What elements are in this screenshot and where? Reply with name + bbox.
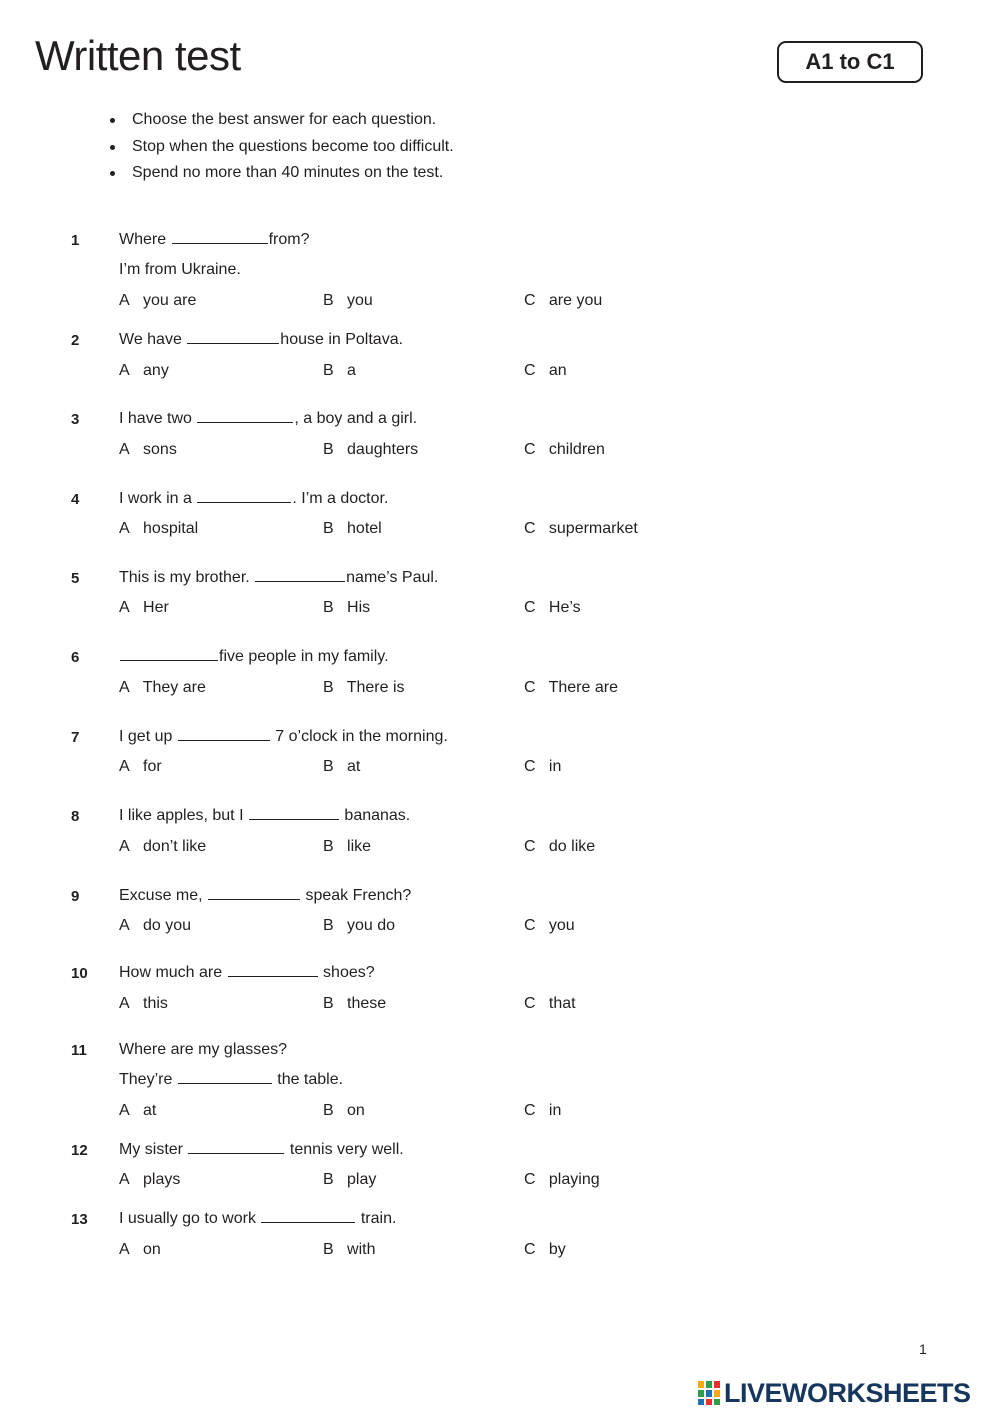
option-text: daughters <box>347 441 419 458</box>
answer-blank[interactable] <box>249 807 339 820</box>
question-text-part: train. <box>356 1210 397 1227</box>
option-text: play <box>347 1171 377 1188</box>
question-text-part: I usually go to work <box>119 1210 261 1227</box>
answer-blank[interactable] <box>187 331 279 344</box>
question-text-part: five people in my family. <box>219 648 389 665</box>
question-text-part: the table. <box>272 1071 344 1088</box>
option-text: He’s <box>548 599 581 616</box>
option-letter: B <box>323 995 334 1012</box>
question-text-part: Where are my glasses? <box>119 1041 288 1058</box>
question-text-part: Excuse me, <box>119 887 208 904</box>
option-letter: A <box>119 441 130 458</box>
answer-option-b[interactable] <box>323 838 371 856</box>
answer-blank[interactable] <box>197 490 291 503</box>
answer-option-b[interactable] <box>323 599 370 617</box>
question-text-part: from? <box>268 231 310 248</box>
question-text <box>119 231 309 249</box>
page-number: 1 <box>919 1341 927 1357</box>
question-number: 6 <box>71 649 80 666</box>
option-letter: A <box>119 520 130 537</box>
option-letter: A <box>119 292 130 309</box>
option-letter: A <box>119 362 130 379</box>
option-letter: A <box>119 679 130 696</box>
instruction-item: Spend no more than 40 minutes on the test. <box>110 160 454 187</box>
option-text: His <box>347 599 371 616</box>
option-text: you are <box>143 292 197 309</box>
question-text <box>119 1071 343 1089</box>
option-text: an <box>548 362 567 379</box>
answer-option-c[interactable] <box>524 917 575 935</box>
answer-option-c[interactable] <box>524 362 567 380</box>
option-text: you do <box>347 917 396 934</box>
option-letter: C <box>524 1241 536 1258</box>
question-text-part: I have two <box>119 410 197 427</box>
answer-option-c[interactable] <box>524 995 576 1013</box>
question-text-part: , a boy and a girl. <box>294 410 418 427</box>
question-number: 13 <box>71 1211 88 1228</box>
question-text-part: Where <box>119 231 171 248</box>
option-text: for <box>143 758 162 775</box>
option-letter: B <box>323 838 334 855</box>
answer-blank[interactable] <box>120 648 218 661</box>
question-number: 11 <box>71 1042 87 1059</box>
option-letter: C <box>524 362 536 379</box>
option-text: this <box>143 995 168 1012</box>
answer-option-a[interactable] <box>119 292 196 310</box>
instruction-item: Choose the best answer for each question. <box>110 107 454 134</box>
answer-option-c[interactable] <box>524 520 638 538</box>
answer-blank[interactable] <box>197 410 293 423</box>
option-text: sons <box>143 441 177 458</box>
question-text-part: . I’m a doctor. <box>292 490 389 507</box>
answer-option-c[interactable] <box>524 838 595 856</box>
option-letter: B <box>323 1171 334 1188</box>
question-text-part: How much are <box>119 964 227 981</box>
question-number: 9 <box>71 888 80 905</box>
option-text: supermarket <box>548 520 638 537</box>
option-text: by <box>548 1241 566 1258</box>
option-text: you <box>548 917 575 934</box>
option-text: at <box>143 1102 157 1119</box>
question-text <box>119 331 403 349</box>
option-text: Her <box>143 599 169 616</box>
option-letter: B <box>323 917 334 934</box>
option-text: any <box>143 362 169 379</box>
question-number: 5 <box>71 570 80 587</box>
option-text: There is <box>346 679 405 696</box>
question-text-part: My sister <box>119 1141 188 1158</box>
option-text: They are <box>142 679 206 696</box>
question-text <box>119 569 438 587</box>
answer-option-b[interactable] <box>323 995 386 1013</box>
liveworksheets-logo-icon <box>698 1381 720 1405</box>
question-number: 3 <box>71 411 80 428</box>
option-letter: C <box>524 520 536 537</box>
option-text: a <box>347 362 356 379</box>
option-letter: A <box>119 1241 130 1258</box>
answer-option-b[interactable] <box>323 362 356 380</box>
option-text: hospital <box>143 520 199 537</box>
option-letter: B <box>323 292 334 309</box>
question-text-part: I like apples, but I <box>119 807 248 824</box>
option-letter: C <box>524 599 536 616</box>
answer-blank[interactable] <box>208 887 300 900</box>
option-letter: A <box>119 838 130 855</box>
question-text-part: speak French? <box>301 887 412 904</box>
answer-option-b[interactable] <box>323 679 405 697</box>
question-text <box>119 1041 287 1059</box>
option-letter: B <box>323 599 334 616</box>
question-text-part: tennis very well. <box>285 1141 404 1158</box>
option-letter: B <box>323 520 334 537</box>
option-letter: A <box>119 917 130 934</box>
question-text <box>119 887 411 905</box>
answer-option-a[interactable] <box>119 995 168 1013</box>
answer-option-a[interactable] <box>119 758 162 776</box>
option-text: playing <box>548 1171 600 1188</box>
answer-blank[interactable] <box>228 964 318 977</box>
answer-blank[interactable] <box>178 1071 272 1084</box>
answer-option-c[interactable] <box>524 292 602 310</box>
option-letter: A <box>119 1102 130 1119</box>
question-number: 2 <box>71 332 80 349</box>
question-text-part: I get up <box>119 728 177 745</box>
answer-option-c[interactable] <box>524 1171 600 1189</box>
answer-blank[interactable] <box>172 231 268 244</box>
answer-option-a[interactable] <box>119 520 198 538</box>
answer-option-a[interactable] <box>119 679 206 697</box>
option-letter: B <box>323 362 334 379</box>
option-letter: B <box>323 1102 334 1119</box>
answer-blank[interactable] <box>188 1141 284 1154</box>
question-text <box>119 410 417 428</box>
option-text: with <box>347 1241 376 1258</box>
answer-option-c[interactable] <box>524 441 605 459</box>
question-number: 10 <box>71 965 88 982</box>
option-letter: C <box>524 758 536 775</box>
question-text <box>119 261 241 279</box>
answer-option-b[interactable] <box>323 917 395 935</box>
question-text-part: We have <box>119 331 187 348</box>
answer-blank[interactable] <box>178 728 270 741</box>
option-letter: B <box>323 1241 334 1258</box>
option-text: like <box>347 838 372 855</box>
answer-option-a[interactable] <box>119 917 191 935</box>
option-letter: C <box>524 917 536 934</box>
liveworksheets-logo <box>698 1378 971 1408</box>
answer-blank[interactable] <box>261 1210 355 1223</box>
answer-option-c[interactable] <box>524 758 561 776</box>
option-letter: A <box>119 758 130 775</box>
option-text: you <box>347 292 373 309</box>
option-text: hotel <box>347 520 382 537</box>
option-text: There are <box>548 679 618 696</box>
option-letter: C <box>524 995 536 1012</box>
instruction-item: Stop when the questions become too difficult. <box>110 134 454 161</box>
option-letter: C <box>524 292 536 309</box>
answer-option-c[interactable] <box>524 599 581 617</box>
option-text: in <box>548 758 562 775</box>
option-letter: C <box>524 1171 536 1188</box>
question-text <box>119 807 410 825</box>
question-number: 8 <box>71 808 80 825</box>
answer-blank[interactable] <box>255 569 345 582</box>
question-text-part: shoes? <box>318 964 375 981</box>
answer-option-b[interactable] <box>323 441 418 459</box>
option-text: at <box>347 758 361 775</box>
question-number: 1 <box>71 232 80 249</box>
answer-option-a[interactable] <box>119 441 177 459</box>
option-letter: C <box>524 679 536 696</box>
page-title: Written test <box>35 32 241 79</box>
question-text-part: They’re <box>119 1071 177 1088</box>
liveworksheets-logo-text: LIVEWORKSHEETS <box>724 1377 971 1408</box>
question-text-part: This is my brother. <box>119 569 255 586</box>
level-badge: A1 to C1 <box>777 41 923 83</box>
instructions-list <box>110 107 454 187</box>
option-text: children <box>548 441 605 458</box>
question-number: 7 <box>71 729 80 746</box>
question-text-part: bananas. <box>339 807 411 824</box>
answer-option-a[interactable] <box>119 1171 180 1189</box>
question-text-part: house in Poltava. <box>280 331 404 348</box>
question-text-part: 7 o’clock in the morning. <box>270 728 448 745</box>
option-text: that <box>548 995 576 1012</box>
option-letter: C <box>524 1102 536 1119</box>
answer-option-a[interactable] <box>119 362 169 380</box>
question-text <box>119 648 389 666</box>
option-text: do you <box>143 917 192 934</box>
answer-option-b[interactable] <box>323 1171 376 1189</box>
question-number: 12 <box>71 1142 88 1159</box>
question-text <box>119 1141 404 1159</box>
answer-option-a[interactable] <box>119 599 169 617</box>
question-text <box>119 490 388 508</box>
option-text: plays <box>143 1171 181 1188</box>
question-text-part: name’s Paul. <box>346 569 439 586</box>
option-letter: C <box>524 441 536 458</box>
answer-option-b[interactable] <box>323 1102 365 1120</box>
answer-option-c[interactable] <box>524 1102 561 1120</box>
question-text <box>119 728 448 746</box>
option-letter: A <box>119 995 130 1012</box>
answer-option-a[interactable] <box>119 1241 161 1259</box>
option-text: in <box>548 1102 562 1119</box>
question-text-part: I’m from Ukraine. <box>119 261 241 278</box>
question-number: 4 <box>71 491 80 508</box>
option-letter: B <box>323 758 334 775</box>
answer-option-a[interactable] <box>119 1102 156 1120</box>
answer-option-c[interactable] <box>524 679 618 697</box>
option-text: on <box>143 1241 161 1258</box>
question-text <box>119 1210 396 1228</box>
option-letter: B <box>323 679 334 696</box>
option-text: don’t like <box>143 838 207 855</box>
answer-option-c[interactable] <box>524 1241 566 1259</box>
question-text-part: I work in a <box>119 490 197 507</box>
option-letter: A <box>119 599 130 616</box>
answer-option-b[interactable] <box>323 758 360 776</box>
answer-option-b[interactable] <box>323 1241 375 1259</box>
answer-option-b[interactable] <box>323 520 382 538</box>
answer-option-b[interactable] <box>323 292 373 310</box>
option-letter: C <box>524 838 536 855</box>
option-text: these <box>347 995 387 1012</box>
option-text: are you <box>548 292 603 309</box>
option-text: on <box>347 1102 365 1119</box>
question-text <box>119 964 375 982</box>
answer-option-a[interactable] <box>119 838 206 856</box>
option-text: do like <box>548 838 596 855</box>
option-letter: B <box>323 441 334 458</box>
option-letter: A <box>119 1171 130 1188</box>
